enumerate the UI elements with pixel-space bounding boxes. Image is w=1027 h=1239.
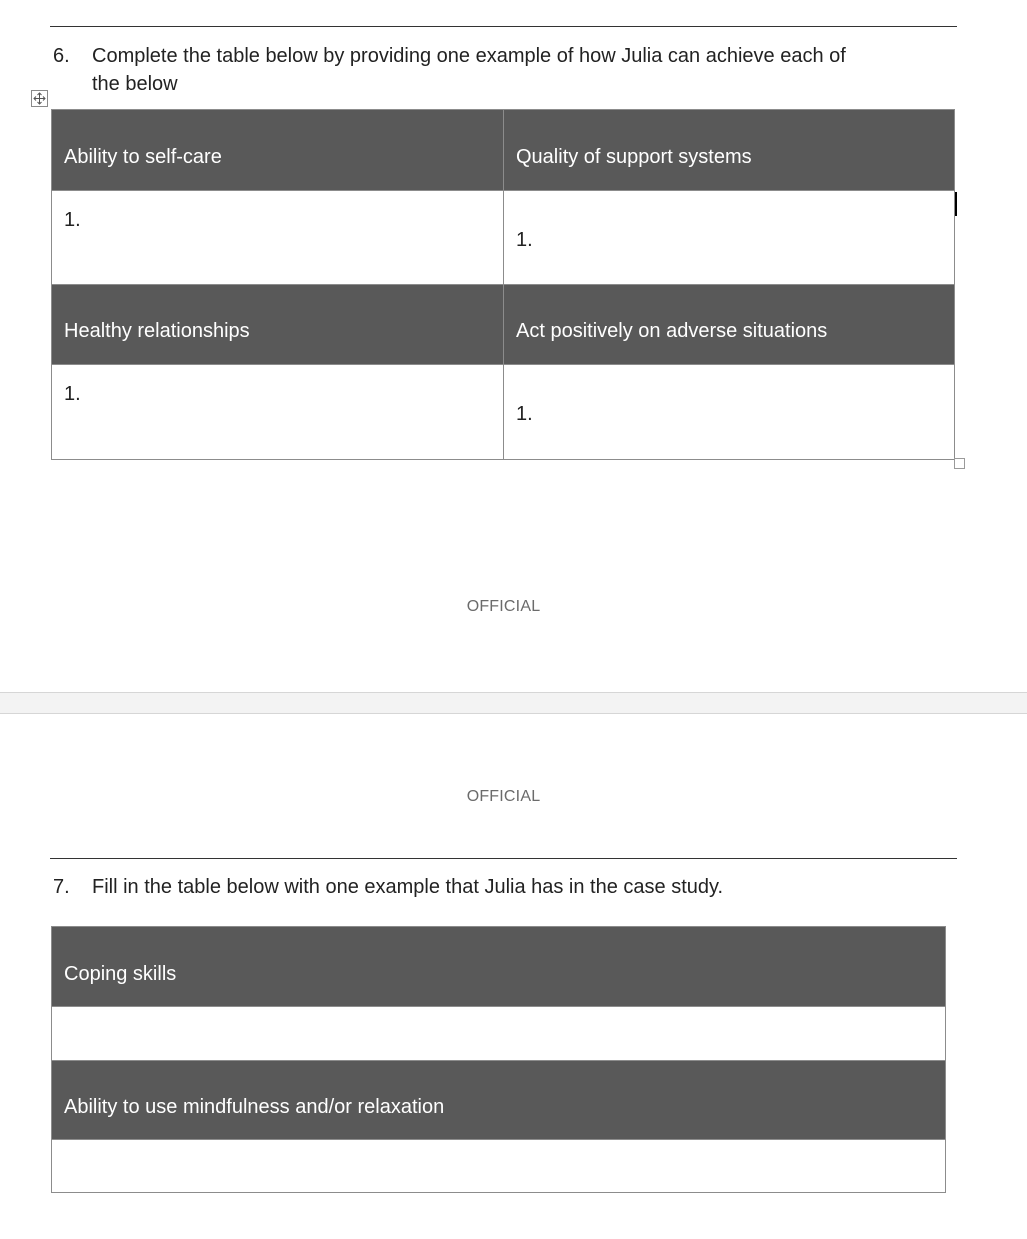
question-7	[53, 873, 723, 901]
header-cell-adverse-situations[interactable]	[504, 285, 955, 365]
answer-cell-self-care[interactable]	[52, 191, 504, 285]
table-row	[52, 365, 955, 460]
question-number: 6.	[53, 45, 70, 67]
table-row	[52, 110, 955, 191]
header-label: Healthy relationships	[64, 320, 250, 342]
table-row	[52, 285, 955, 365]
answer-cell-healthy-relationships[interactable]	[52, 365, 504, 460]
question-text-line-1: Complete the table below by providing one example of how Julia can achieve each of	[92, 45, 846, 67]
table-move-handle[interactable]	[31, 90, 48, 107]
table-row	[52, 191, 955, 285]
question-number: 7.	[53, 876, 70, 898]
list-number: 1.	[516, 403, 533, 425]
table-q6	[51, 109, 955, 460]
question-text-line-2: the below	[92, 73, 178, 95]
header-rule	[50, 858, 957, 859]
header-cell-self-care[interactable]	[52, 110, 504, 191]
page-break	[0, 692, 1027, 714]
header-cell-healthy-relationships[interactable]	[52, 285, 504, 365]
answer-cell-adverse-situations[interactable]	[504, 365, 955, 460]
header-label: Ability to use mindfulness and/or relaxation	[64, 1096, 445, 1118]
list-number: 1.	[64, 383, 81, 405]
table-row	[52, 1007, 946, 1061]
answer-cell-mindfulness[interactable]	[52, 1140, 946, 1193]
text-cursor	[955, 192, 957, 216]
table-row	[52, 927, 946, 1007]
header-cell-coping-skills[interactable]	[52, 927, 946, 1007]
table-row	[52, 1140, 946, 1193]
header-label: Coping skills	[64, 963, 177, 985]
page-header-classification: OFFICIAL	[466, 788, 541, 805]
answer-text	[52, 1007, 945, 1021]
header-label: Ability to self-care	[64, 146, 222, 168]
page-footer-classification: OFFICIAL	[466, 598, 541, 615]
answer-cell-support-systems[interactable]	[504, 191, 955, 285]
table-q7	[51, 926, 946, 1193]
header-rule	[50, 26, 957, 27]
header-cell-support-systems[interactable]	[504, 110, 955, 191]
header-label: Act positively on adverse situations	[516, 320, 828, 342]
table-row	[52, 1061, 946, 1140]
answer-cell-coping-skills[interactable]	[52, 1007, 946, 1061]
header-cell-mindfulness[interactable]	[52, 1061, 946, 1140]
list-number: 1.	[64, 209, 81, 231]
resize-square-icon[interactable]	[954, 458, 965, 469]
answer-text	[52, 1140, 945, 1154]
question-text: Fill in the table below with one example that Julia has in the case study.	[92, 876, 724, 898]
page-2	[0, 714, 1027, 1239]
header-label: Quality of support systems	[516, 146, 752, 168]
question-6	[53, 42, 846, 98]
move-arrows-icon	[32, 91, 47, 106]
list-number: 1.	[516, 229, 533, 251]
